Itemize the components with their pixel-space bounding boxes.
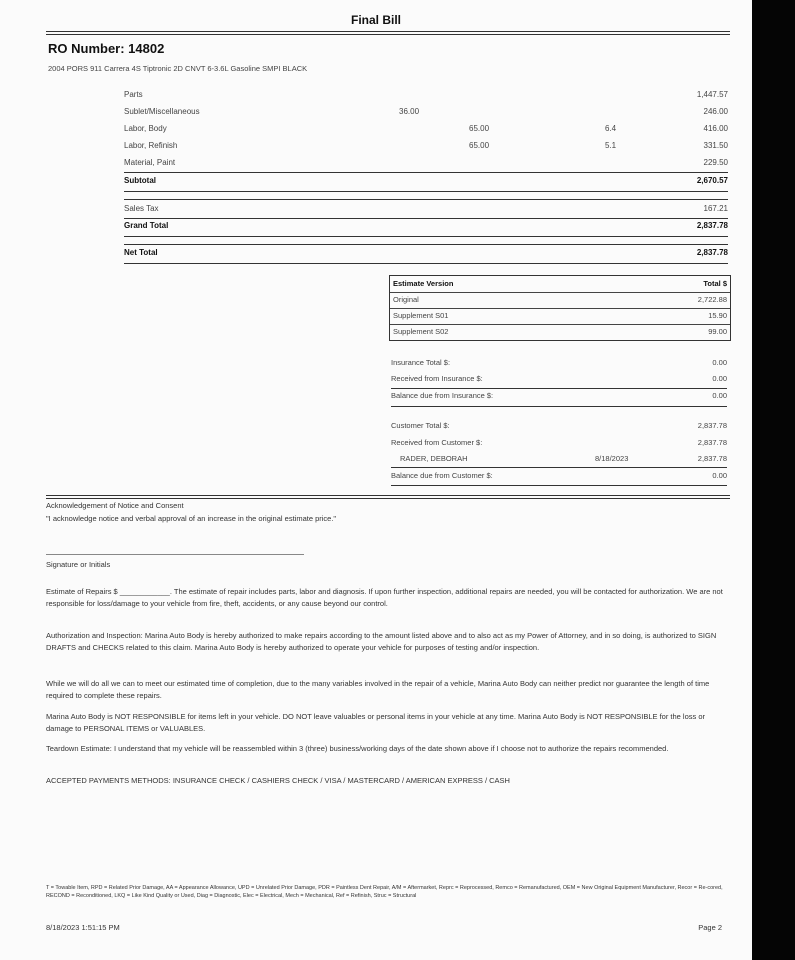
payment-methods: ACCEPTED PAYMENTS METHODS: INSURANCE CHECK / CASHIERS CHECK / VISA / MASTERCARD / AMERICAN EXPRESS / CASH <box>46 776 510 785</box>
estimate-row <box>390 324 730 340</box>
ack-text: "I acknowledge notice and verbal approval of an increase in the original estimate price." <box>46 514 337 523</box>
header-rule <box>46 31 730 32</box>
row-amount: 1,447.57 <box>696 90 728 99</box>
row-amount: 229.50 <box>703 158 728 167</box>
row-label: Labor, Body <box>124 124 167 133</box>
sales-tax-row <box>124 202 728 218</box>
section-rule <box>46 495 730 496</box>
estimate-version-table <box>389 275 731 341</box>
customer-received-row <box>391 436 727 451</box>
grand-total-label: Grand Total <box>124 221 169 230</box>
customer-balance-label: Balance due from Customer $: <box>391 471 493 480</box>
completion-paragraph: While we will do all we can to meet our estimated time of completion, due to the many variables involved in the repair of a vehicle, Marina Auto Body can neither predict nor guarantee the length of time required to complete these repairs. <box>46 679 710 700</box>
insurance-balance-row <box>391 389 727 404</box>
estimate-terms-paragraph: Estimate of Repairs $ ____________. The estimate of repair includes parts, labor and diagnosis. If upon further inspection, additional repairs are needed, you will be contacted for authorization. We are not responsible for loss/damage to your vehicle from fire, theft, accidents, or any cause beyond our control. <box>46 587 723 608</box>
grand-total-row <box>124 219 728 235</box>
row-label: Material, Paint <box>124 158 176 167</box>
estimate-label: Original <box>393 295 419 304</box>
divider <box>391 485 727 486</box>
customer-total-value: 2,837.78 <box>697 421 727 430</box>
section-rule-2 <box>46 498 730 499</box>
customer-received-label: Received from Customer $: <box>391 438 483 447</box>
insurance-balance-value: 0.00 <box>712 391 727 400</box>
estimate-row <box>390 308 730 325</box>
customer-total-label: Customer Total $: <box>391 421 450 430</box>
row-rate: 65.00 <box>469 124 490 133</box>
authorization-paragraph: Authorization and Inspection: Marina Auto Body is hereby authorized to make repairs according to the amount listed above and to also act as my Power of Attorney, and in so doing, is authorized to SIGN DRAFTS and CHECKS related to this claim. Marina Auto Body is hereby authorized to operate your vehicle for purposes of testing and/or inspection. <box>46 631 717 652</box>
subtotal-amount: 2,670.57 <box>696 176 728 185</box>
divider <box>124 199 728 200</box>
insurance-balance-label: Balance due from Insurance $: <box>391 391 494 400</box>
row-label: Parts <box>124 90 143 99</box>
divider <box>124 172 728 173</box>
abbreviation-legend: T = Towable Item, RPD = Related Prior Damage, AA = Appearance Allowance, UPD = Unrelated Prior Damage, PDR = Paintless Dent Repair, A/M = Aftermarket, Reprc = Reprocessed, Remco = Remanufactured, OEM = New Original Equipment Manufacturer, Recor = Re-cored, RECOND = Reconditioned, LKQ = Like Kind Quality or Used, Diag = Diagnostic, Elec = Electrical, Mech = Mechanical, Ref = Refinish, Struc = Structural <box>46 885 723 899</box>
print-timestamp: 8/18/2023 1:51:15 PM <box>46 923 120 932</box>
customer-total-row <box>391 419 727 434</box>
estimate-header-total: Total $ <box>703 279 727 288</box>
payment-date: 8/18/2023 <box>595 454 629 463</box>
row-label: Labor, Refinish <box>124 141 178 150</box>
subtotal-label: Subtotal <box>124 176 156 185</box>
page-number: Page 2 <box>698 923 722 932</box>
estimate-value: 99.00 <box>708 327 727 336</box>
ack-heading: Acknowledgement of Notice and Consent <box>46 501 184 510</box>
divider <box>124 244 728 245</box>
row-rate: 65.00 <box>469 141 490 150</box>
payer-name: RADER, DEBORAH <box>400 454 468 463</box>
estimate-header-row <box>390 276 730 293</box>
insurance-received-label: Received from Insurance $: <box>391 374 483 383</box>
row-amount: 416.00 <box>703 124 728 133</box>
estimate-value: 2,722.88 <box>697 295 727 304</box>
estimate-header-label: Estimate Version <box>393 279 454 288</box>
payment-amount: 2,837.78 <box>697 454 727 463</box>
insurance-received-value: 0.00 <box>712 374 727 383</box>
insurance-total-label: Insurance Total $: <box>391 358 451 367</box>
divider <box>124 236 728 237</box>
divider <box>391 467 727 468</box>
page-title: Final Bill <box>350 13 401 27</box>
row-amount: 331.50 <box>703 141 728 150</box>
summary-row <box>124 88 728 104</box>
divider <box>124 191 728 192</box>
insurance-total-row <box>391 356 727 371</box>
net-total-label: Net Total <box>124 248 158 257</box>
divider <box>124 263 728 264</box>
signature-label: Signature or Initials <box>46 560 111 569</box>
responsibility-paragraph: Marina Auto Body is NOT RESPONSIBLE for items left in your vehicle. DO NOT leave valuables or personal items in your vehicle at any time. Marina Auto Body is NOT RESPONSIBLE for the loss or damage to PERSONAL ITEMS or VALUABLES. <box>46 712 706 733</box>
header-rule-2 <box>46 34 730 35</box>
estimate-label: Supplement S02 <box>393 327 449 336</box>
vehicle-description: 2004 PORS 911 Carrera 4S Tiptronic 2D CNVT 6-3.6L Gasoline SMPI BLACK <box>48 64 308 73</box>
estimate-value: 15.90 <box>708 311 727 320</box>
summary-row <box>124 156 728 172</box>
estimate-label: Supplement S01 <box>393 311 449 320</box>
summary-row <box>124 122 728 138</box>
net-total-amount: 2,837.78 <box>696 248 728 257</box>
summary-row <box>124 105 728 121</box>
sales-tax-amount: 167.21 <box>703 204 728 213</box>
teardown-paragraph: Teardown Estimate: I understand that my vehicle will be reassembled within 3 (three) business/working days of the date shown above if I choose not to authorize the repairs recommended. <box>46 744 669 753</box>
subtotal-row <box>124 174 728 190</box>
estimate-row <box>390 292 730 309</box>
divider <box>391 406 727 407</box>
payment-entry-row <box>391 452 727 467</box>
row-amount: 246.00 <box>703 107 728 116</box>
ro-number: RO Number: 14802 <box>48 41 165 56</box>
insurance-received-row <box>391 372 727 387</box>
customer-balance-value: 0.00 <box>712 471 727 480</box>
summary-row <box>124 139 728 155</box>
signature-line <box>46 554 304 555</box>
row-hours: 5.1 <box>605 141 617 150</box>
grand-total-amount: 2,837.78 <box>696 221 728 230</box>
scan-border <box>752 0 795 960</box>
insurance-total-value: 0.00 <box>712 358 727 367</box>
customer-received-value: 2,837.78 <box>697 438 727 447</box>
customer-balance-row <box>391 469 727 484</box>
sales-tax-label: Sales Tax <box>124 204 159 213</box>
row-hours: 6.4 <box>605 124 617 133</box>
row-value: 36.00 <box>399 107 420 116</box>
row-label: Sublet/Miscellaneous <box>124 107 200 116</box>
net-total-row <box>124 246 728 262</box>
